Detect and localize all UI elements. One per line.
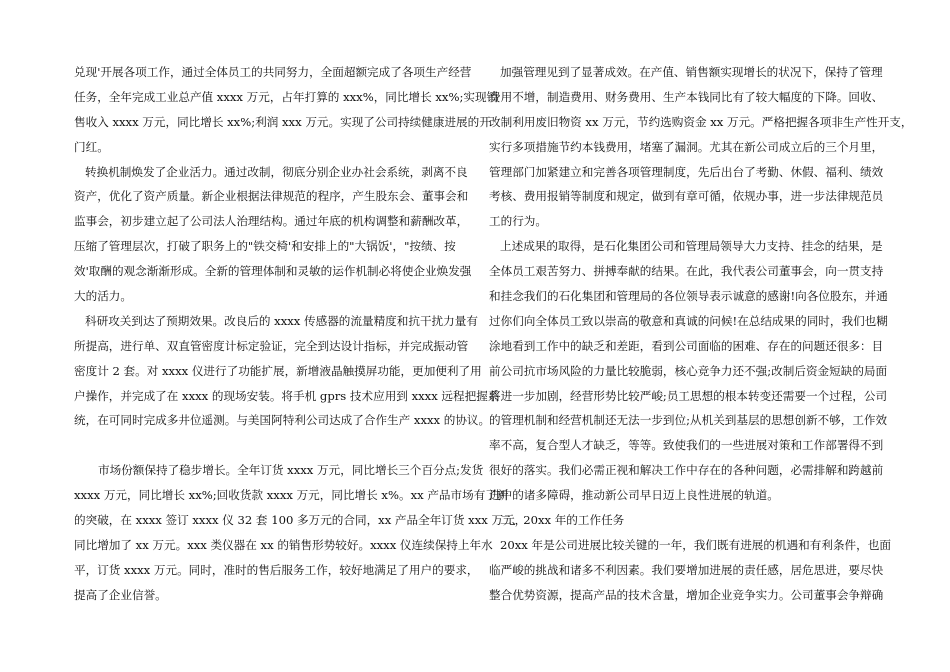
text-line: 整合优势资源，提高产品的技术含量，增加企业竞争实力。公司董事会争辩确 [489,587,884,602]
text-line: 费用不增，制造费用、财务费用、生产本钱同比有了较大幅度的下降。回收、 [489,89,884,104]
text-line: 大的活力。 [74,289,132,304]
text-line: xxxx 万元，同比增长 xx%;回收货款 xxxx 万元，同比增长 x%。xx 产品市场有了新 [74,488,509,503]
text-line: 20xx 年是公司进展比较关键的一年，我们既有进展的机遇和有利条件，也面 [500,537,891,552]
text-line: 统，在可同时完成多井位遥测。与美国阿特利公司达成了合作生产 xxxx 的协议。 [74,413,491,428]
paragraph-market-share [74,458,527,607]
text-line: 改制利用废旧物资 xx 万元，节约选购资金 xx 万元。严格把握各项非生产性开支， [489,114,913,129]
text-line: 平，订货 xxxx 万元。同时，准时的售后服务工作，较好地满足了用户的要求， [74,562,479,577]
paragraph-research-results [74,309,500,433]
text-line: 过你们向全体员工致以崇高的敬意和真诚的问候!在总结成果的同时，我们也糊 [489,313,888,328]
text-line: 临严峻的挑战和诸多不利因素。我们要增加进展的责任感，居危思进，要尽快 [489,562,884,577]
text-line: 门红。 [74,139,109,154]
text-line: 所提高，进行单、双直管密度计标定验证，完全到达设计指标，并完成振动管 [74,338,469,353]
text-line: 率不高，复合型人才缺乏，等等。致使我们的一些进展对策和工作部署得不到 [489,438,884,453]
text-line: 户操作，并完成了在 xxxx 的现场安装。将手机 gprs 技术应用到 xxxx 远程把握系 [74,388,500,403]
text-line: 进中的诸多障碍，推动新公司早日迈上良性进展的轨道。 [489,488,779,503]
text-line: 科研攻关到达了预期效果。改良后的 xxxx 传感器的流量精度和抗干扰力量有 [85,313,478,328]
text-line: 很好的落实。我们必需正视和解决工作中存在的各种问题，必需排解和跨越前 [489,463,884,478]
blank-line [74,433,476,458]
text-line: 售收入 xxxx 万元，同比增长 xx%;利润 xxx 万元。实现了公司持续健康进展的开 [74,114,491,129]
section-heading: 二、20xx 年的工作任务 [500,513,625,528]
text-line: 上述成果的取得，是石化集团公司和管理局领导大力支持、挂念的结果，是 [500,239,883,254]
text-line: 加强管理见到了显著成效。在产值、销售额实现增长的状况下，保持了管理 [500,65,883,79]
text-line: 转换机制焕发了企业活力。通过改制，彻底分别企业办社会系统，剥离不良 [85,164,468,179]
text-line: 效'取酬的观念渐渐形成。全新的管理体制和灵敏的运作机制必将使企业焕发强 [74,264,472,279]
text-line: 资产，优化了资产质量。新企业根据法律规范的程序，产生股东会、董事会和 [74,189,469,204]
text-line: 将进一步加剧，经营形势比较严峻;员工思想的根本转变还需要一个过程，公司 [489,388,888,403]
paragraph-management [489,60,913,234]
text-line: 同比增加了 xx 万元。xxx 类仪器在 xx 的销售形势较好。xxxx 仪连续保持上年水 [74,537,493,552]
text-line: 兑现'开展各项工作，通过全体员工的共同努力，全面超额完成了各项生产经营 [74,65,472,79]
paragraph-mechanism-reform [74,160,476,309]
text-line: 任务，全年完成工业总产值 xxxx 万元，占年打算的 xxx%，同比增长 xx%;实现销 [74,89,499,104]
text-line: 工的行为。 [489,214,547,229]
paragraph-production-results [74,60,499,160]
paragraph-work-tasks [489,533,891,608]
text-line: 考核、费用报销等制度和规定，做到有章可循，依规办事，进一步法律规范员 [489,189,884,204]
text-line: 的管理机制和经营机制还无法一步到位;从机关到基层的思想创新不够，工作效 [489,413,888,428]
text-line: 全体员工艰苦努力、拼搏奉献的结果。在此，我代表公司董事会，向一贯支持 [489,264,884,279]
text-line: 的突破，在 xxxx 签订 xxxx 仪 32 套 100 多万元的合同，xx 产品全年订货 xxx 万元， [74,513,527,528]
text-line: 监事会，初步建立起了公司法人治理结构。通过年底的机构调整和薪酬改革， [74,214,469,229]
text-line: 实行多项措施节约本钱费用，堵塞了漏洞。尤其在新公司成立后的三个月里， [489,139,884,154]
text-line: 市场份额保持了稳步增长。全年订货 xxxx 万元，同比增长三个百分点;发货 [98,463,484,478]
paragraph-acknowledgement [489,234,891,508]
text-line: 提高了企业信誉。 [74,587,167,602]
text-line: 涂地看到工作中的缺乏和差距，看到公司面临的困难、存在的问题还很多：目 [489,338,884,353]
right-column [489,60,913,608]
text-line: 和挂念我们的石化集团和管理局的各位领导表示诚意的感谢!向各位股东，并通 [489,289,888,304]
text-line: 管理部门加紧建立和完善各项管理制度，先后出台了考勤、休假、福利、绩效 [489,164,884,179]
text-line: 前公司抗市场风险的力量比较脆弱，核心竞争力还不强;改制后资金短缺的局面 [489,363,888,378]
text-line: 压缩了管理层次，打破了职务上的"铁交椅'和安排上的"大锅饭'，"按绩、按 [74,239,456,254]
text-line: 密度计 2 套。对 xxxx 仪进行了功能扩展，新增液晶触摸屏功能，更加便利了用 [74,363,482,378]
